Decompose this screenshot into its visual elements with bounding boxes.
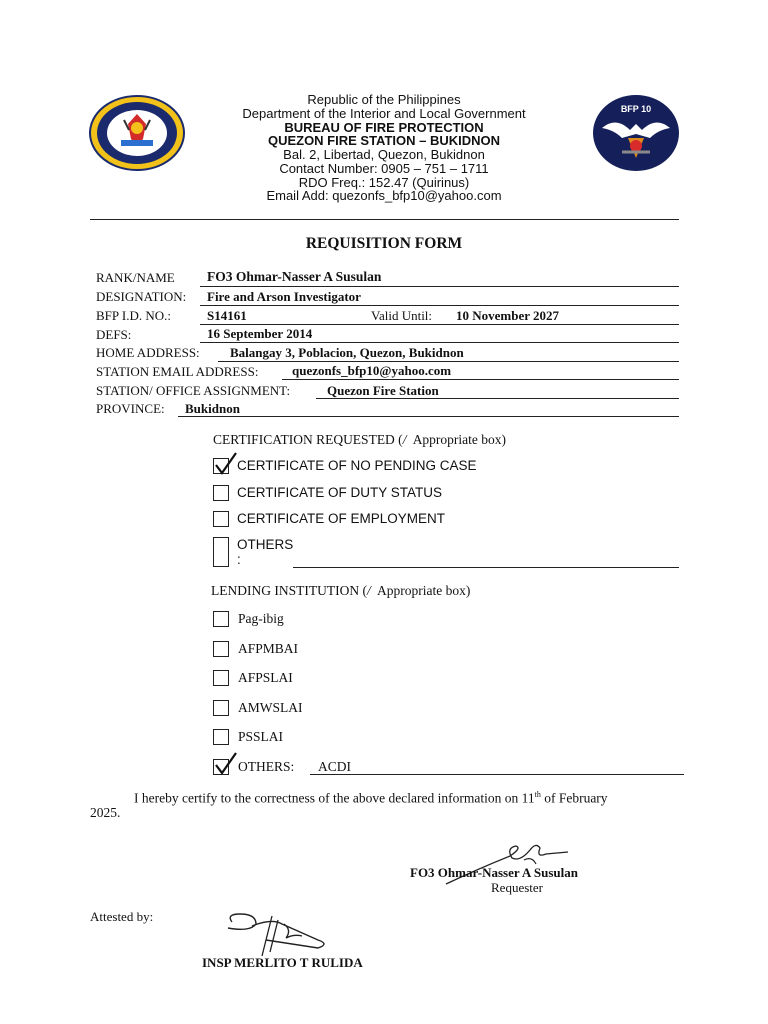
cert-others-label: OTHERS <box>237 537 294 552</box>
certify-statement <box>134 790 608 807</box>
bfp10-logo-text: BFP 10 <box>620 104 652 114</box>
home-address-value: Balangay 3, Poblacion, Quezon, Bukidnon <box>230 345 464 360</box>
defs-underline <box>200 342 679 343</box>
rank-label: RANK/NAME <box>96 270 175 285</box>
designation-label: DESIGNATION: <box>96 289 187 304</box>
lending-others-input-line[interactable] <box>310 774 684 775</box>
header-rdo-freq: RDO Freq.: 152.47 (Quirinus) <box>298 175 470 190</box>
certify-year: 2025. <box>90 805 121 820</box>
lending-heading <box>211 583 470 599</box>
station-assignment-label: STATION/ OFFICE ASSIGNMENT: <box>96 383 291 398</box>
station-email-label: STATION EMAIL ADDRESS: <box>96 364 259 379</box>
psslai-checkbox[interactable] <box>213 729 229 745</box>
defs-label: DEFS: <box>96 327 132 342</box>
form-title: REQUISITION FORM <box>305 235 463 252</box>
bfp-id-underline <box>200 324 679 325</box>
cert-others-input-line[interactable] <box>293 567 679 568</box>
certify-statement-text: I hereby certify to the correctness of the above declared information on 11 <box>134 790 535 806</box>
afpslai-checkbox[interactable] <box>213 670 229 686</box>
attester-name: INSP MERLITO T RULIDA <box>202 955 363 970</box>
header-republic: Republic of the Philippines <box>307 92 461 107</box>
slash-check-glyph: / <box>402 432 407 447</box>
afpmbai-label: AFPMBAI <box>238 641 299 656</box>
pag-ibig-label: Pag-ibig <box>238 611 284 626</box>
requester-role: Requester <box>491 880 543 895</box>
certification-heading-tail: Appropriate box) <box>412 432 507 447</box>
designation-value: Fire and Arson Investigator <box>207 289 361 304</box>
no-pending-case-checkmark-icon <box>214 452 238 476</box>
designation-underline <box>200 305 679 306</box>
valid-until-value: 10 November 2027 <box>456 308 560 323</box>
no-pending-case-label: CERTIFICATE OF NO PENDING CASE <box>237 458 477 473</box>
amwslai-checkbox[interactable] <box>213 700 229 716</box>
employment-checkbox[interactable] <box>213 511 229 527</box>
certify-ordinal-suffix: th <box>534 790 541 799</box>
home-address-label: HOME ADDRESS: <box>96 345 200 360</box>
defs-value: 16 September 2014 <box>207 326 313 341</box>
rank-value: FO3 Ohmar-Nasser A Susulan <box>207 269 382 284</box>
station-assignment-value: Quezon Fire Station <box>327 383 439 398</box>
province-label: PROVINCE: <box>96 401 165 416</box>
station-assignment-underline <box>316 398 679 399</box>
duty-status-checkbox[interactable] <box>213 485 229 501</box>
province-underline <box>178 416 679 417</box>
pag-ibig-checkbox[interactable] <box>213 611 229 627</box>
duty-status-label: CERTIFICATE OF DUTY STATUS <box>237 485 443 500</box>
afpslai-label: AFPSLAI <box>238 670 293 685</box>
province-value: Bukidnon <box>185 401 240 416</box>
amwslai-label: AMWSLAI <box>238 700 303 715</box>
lending-others-checkmark-icon <box>214 752 238 776</box>
certification-heading <box>213 432 506 448</box>
cert-others-colon: : <box>237 552 241 567</box>
station-email-underline <box>282 379 679 380</box>
certification-heading-text: CERTIFICATION REQUESTED ( <box>213 432 403 447</box>
afpmbai-checkbox[interactable] <box>213 641 229 657</box>
certify-month: of February <box>540 790 608 806</box>
header-email: Email Add: quezonfs_bfp10@yahoo.com <box>266 188 502 203</box>
home-address-underline <box>218 361 679 362</box>
employment-label: CERTIFICATE OF EMPLOYMENT <box>237 511 446 526</box>
requester-name: FO3 Ohmar-Nasser A Susulan <box>410 865 578 880</box>
valid-until-label: Valid Until: <box>371 308 433 323</box>
bfp-id-value: S14161 <box>207 308 247 323</box>
header-station: QUEZON FIRE STATION – BUKIDNON <box>267 133 501 148</box>
header-divider <box>90 219 679 220</box>
rank-underline <box>200 286 679 287</box>
header-contact: Contact Number: 0905 – 751 – 1711 <box>279 161 489 176</box>
psslai-label: PSSLAI <box>238 729 284 744</box>
cert-others-checkbox[interactable] <box>213 537 229 567</box>
station-email-value: quezonfs_bfp10@yahoo.com <box>292 363 452 378</box>
lending-heading-tail: Appropriate box) <box>376 583 471 598</box>
attested-by-label: Attested by: <box>90 909 154 924</box>
slash-check-glyph: / <box>366 583 371 598</box>
lending-others-label: OTHERS: <box>238 759 295 774</box>
header-department: Department of the Interior and Local Government <box>242 106 526 121</box>
header-bureau: BUREAU OF FIRE PROTECTION <box>284 120 484 135</box>
header-address: Bal. 2, Libertad, Quezon, Bukidnon <box>283 147 485 162</box>
bfp-id-label: BFP I.D. NO.: <box>96 308 172 323</box>
lending-heading-text: LENDING INSTITUTION ( <box>211 583 367 598</box>
lending-others-value: ACDI <box>318 759 351 774</box>
